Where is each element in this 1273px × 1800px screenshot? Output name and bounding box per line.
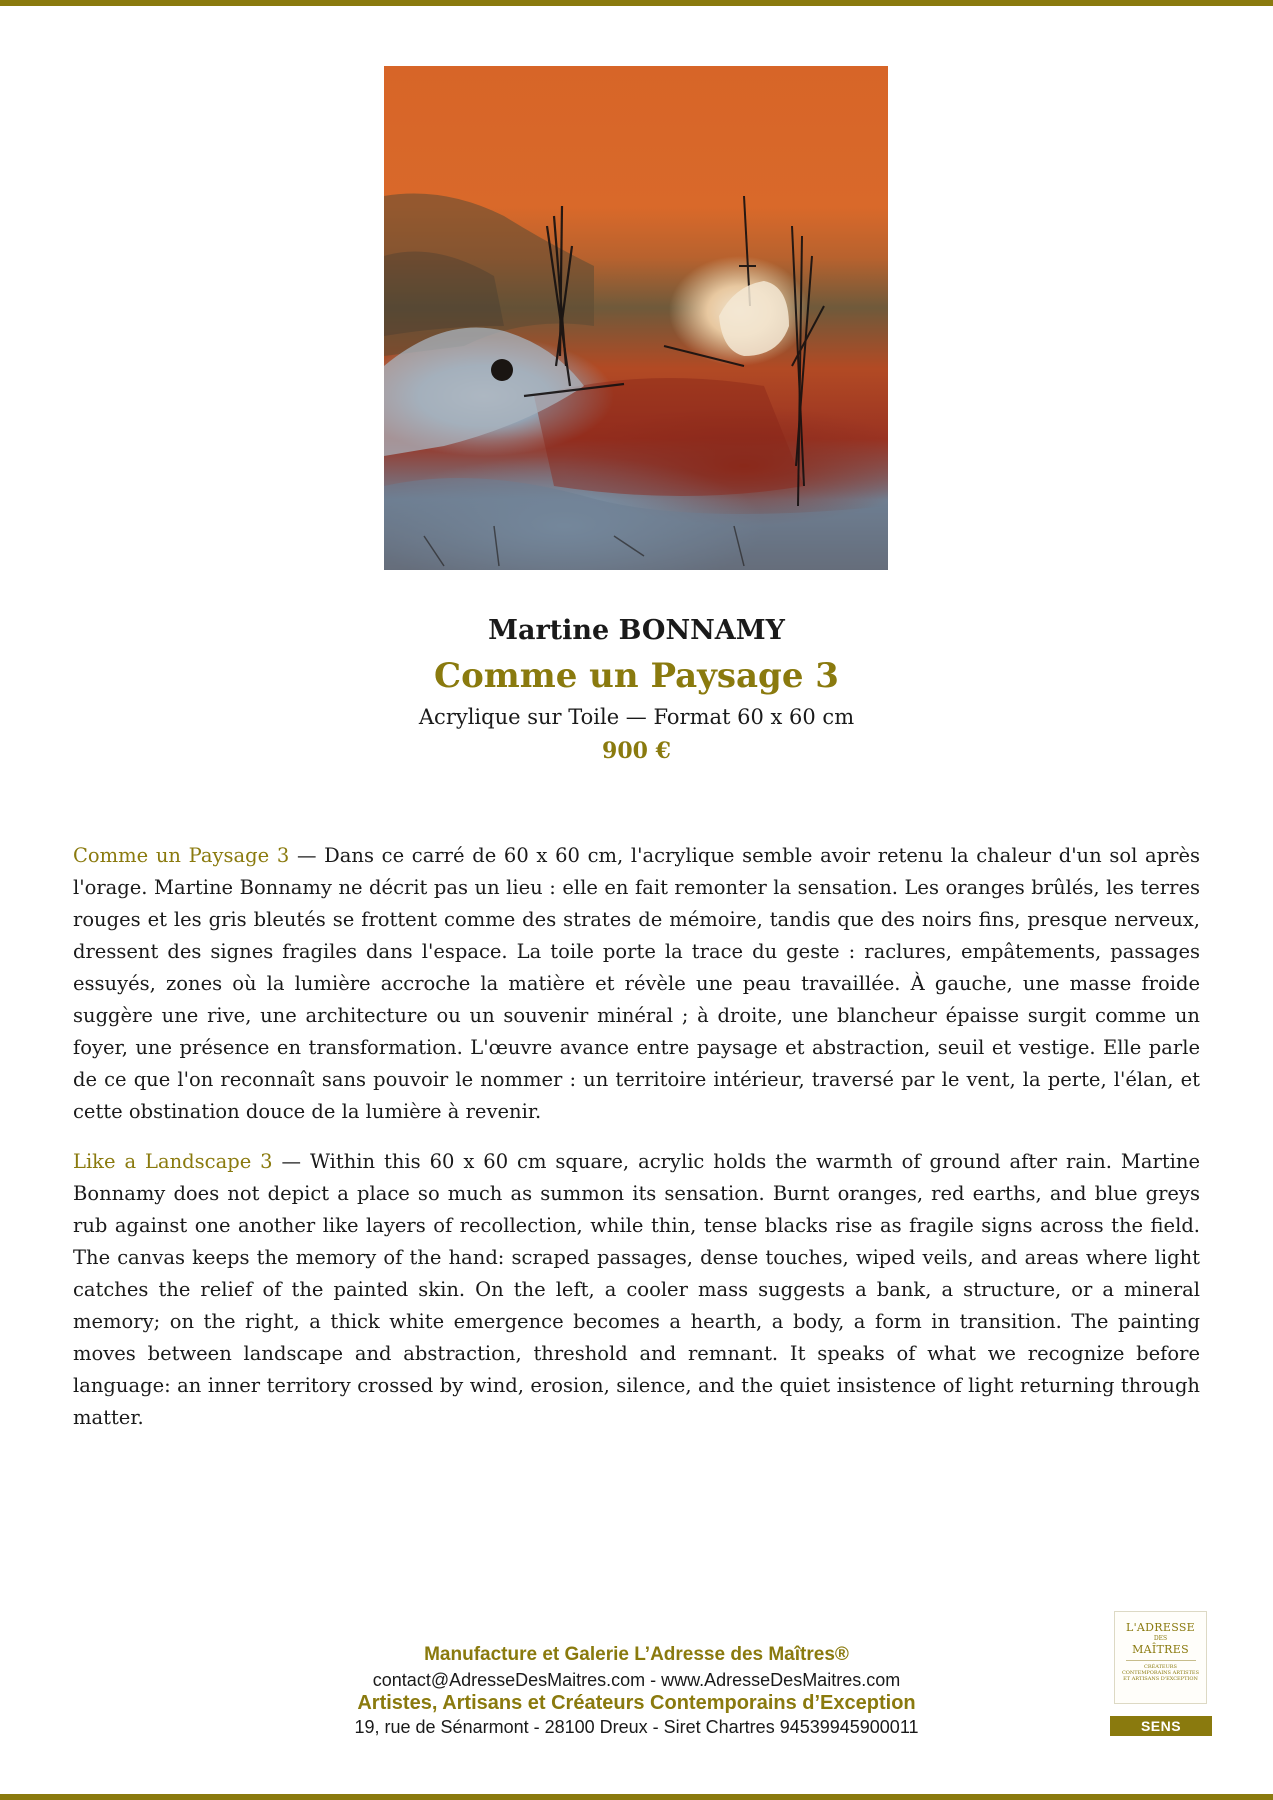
artwork-price: 900 €	[602, 738, 671, 764]
artist-name: Martine BONNAMY	[488, 615, 785, 646]
artwork-image	[384, 66, 888, 570]
description-french	[73, 840, 1200, 1128]
artwork-title: Comme un Paysage 3	[434, 656, 839, 696]
logo-divider	[1126, 1660, 1196, 1661]
logo-line-1: L'ADRESSE	[1125, 1621, 1195, 1634]
footer-tagline: Artistes, Artisans et Créateurs Contemporains d’Exception	[357, 1692, 916, 1714]
logo-line-4: CRÉATEURS CONTEMPORAINS ARTISTES ET ARTISANS D'EXCEPTION	[1121, 1664, 1200, 1682]
description-english-lead: Like a Landscape 3	[73, 1150, 273, 1173]
logo-line-3: MAÎTRES	[1132, 1643, 1189, 1656]
footer-company: Manufacture et Galerie L’Adresse des Maîtres®	[424, 1644, 849, 1665]
description-french-text: — Dans ce carré de 60 x 60 cm, l'acrylique semble avoir retenu la chaleur d'un sol après l'orage. Martine Bonnamy ne décrit pas un lieu : elle en fait remonter la sensation. Les oranges brûlés, les terres rouges et les gris bleutés se frottent comme des strates de mémoire, tandis que des noirs fins, presque nerveux, dressent des signes fragiles dans l'espace. La toile porte la trace du geste : raclures, empâtements, passages essuyés, zones où la lumière accroche la matière et révèle une peau travaillée. À gauche, une masse froide suggère une rive, une architecture ou un souvenir minéral ; à droite, une blancheur épaisse surgit comme un foyer, une présence en transformation. L'œuvre avance entre paysage et abstraction, seuil et vestige. Elle parle de ce que l'on reconnaît sans pouvoir le nommer : un territoire intérieur, traversé par le vent, la perte, l'élan, et cette obstination douce de la lumière à revenir.	[73, 844, 1200, 1123]
artwork-medium-format: Acrylique sur Toile — Format 60 x 60 cm	[418, 705, 855, 729]
logo-line-2: DES	[1153, 1635, 1168, 1642]
description-english-text: — Within this 60 x 60 cm square, acrylic holds the warmth of ground after rain. Martine Bonnamy does not depict a place so much as summon its sensation. Burnt oranges, red earths, and blue greys rub against one another like layers of recollection, while thin, tense blacks rise as fragile signs across the field. The canvas keeps the memory of the hand: scraped passages, dense touches, wiped veils, and areas where light catches the relief of the painted skin. On the left, a cooler mass suggests a bank, a structure, or a mineral memory; on the right, a thick white emergence becomes a hearth, a body, a form in transition. The painting moves between landscape and abstraction, threshold and remnant. It speaks of what we recognize before language: an inner territory crossed by wind, erosion, silence, and the quiet insistence of light returning through matter.	[73, 1150, 1200, 1429]
artwork-painting	[384, 66, 888, 570]
gallery-logo	[1114, 1611, 1207, 1704]
footer-address: 19, rue de Sénarmont - 28100 Dreux - Siret Chartres 94539945900011	[354, 1717, 919, 1737]
bottom-border	[0, 1794, 1273, 1800]
sens-badge: SENS	[1110, 1716, 1212, 1736]
footer-contact: contact@AdresseDesMaitres.com - www.AdresseDesMaitres.com	[372, 1670, 901, 1690]
description-english	[73, 1146, 1200, 1434]
description-french-lead: Comme un Paysage 3	[73, 844, 290, 867]
top-border	[0, 0, 1273, 6]
